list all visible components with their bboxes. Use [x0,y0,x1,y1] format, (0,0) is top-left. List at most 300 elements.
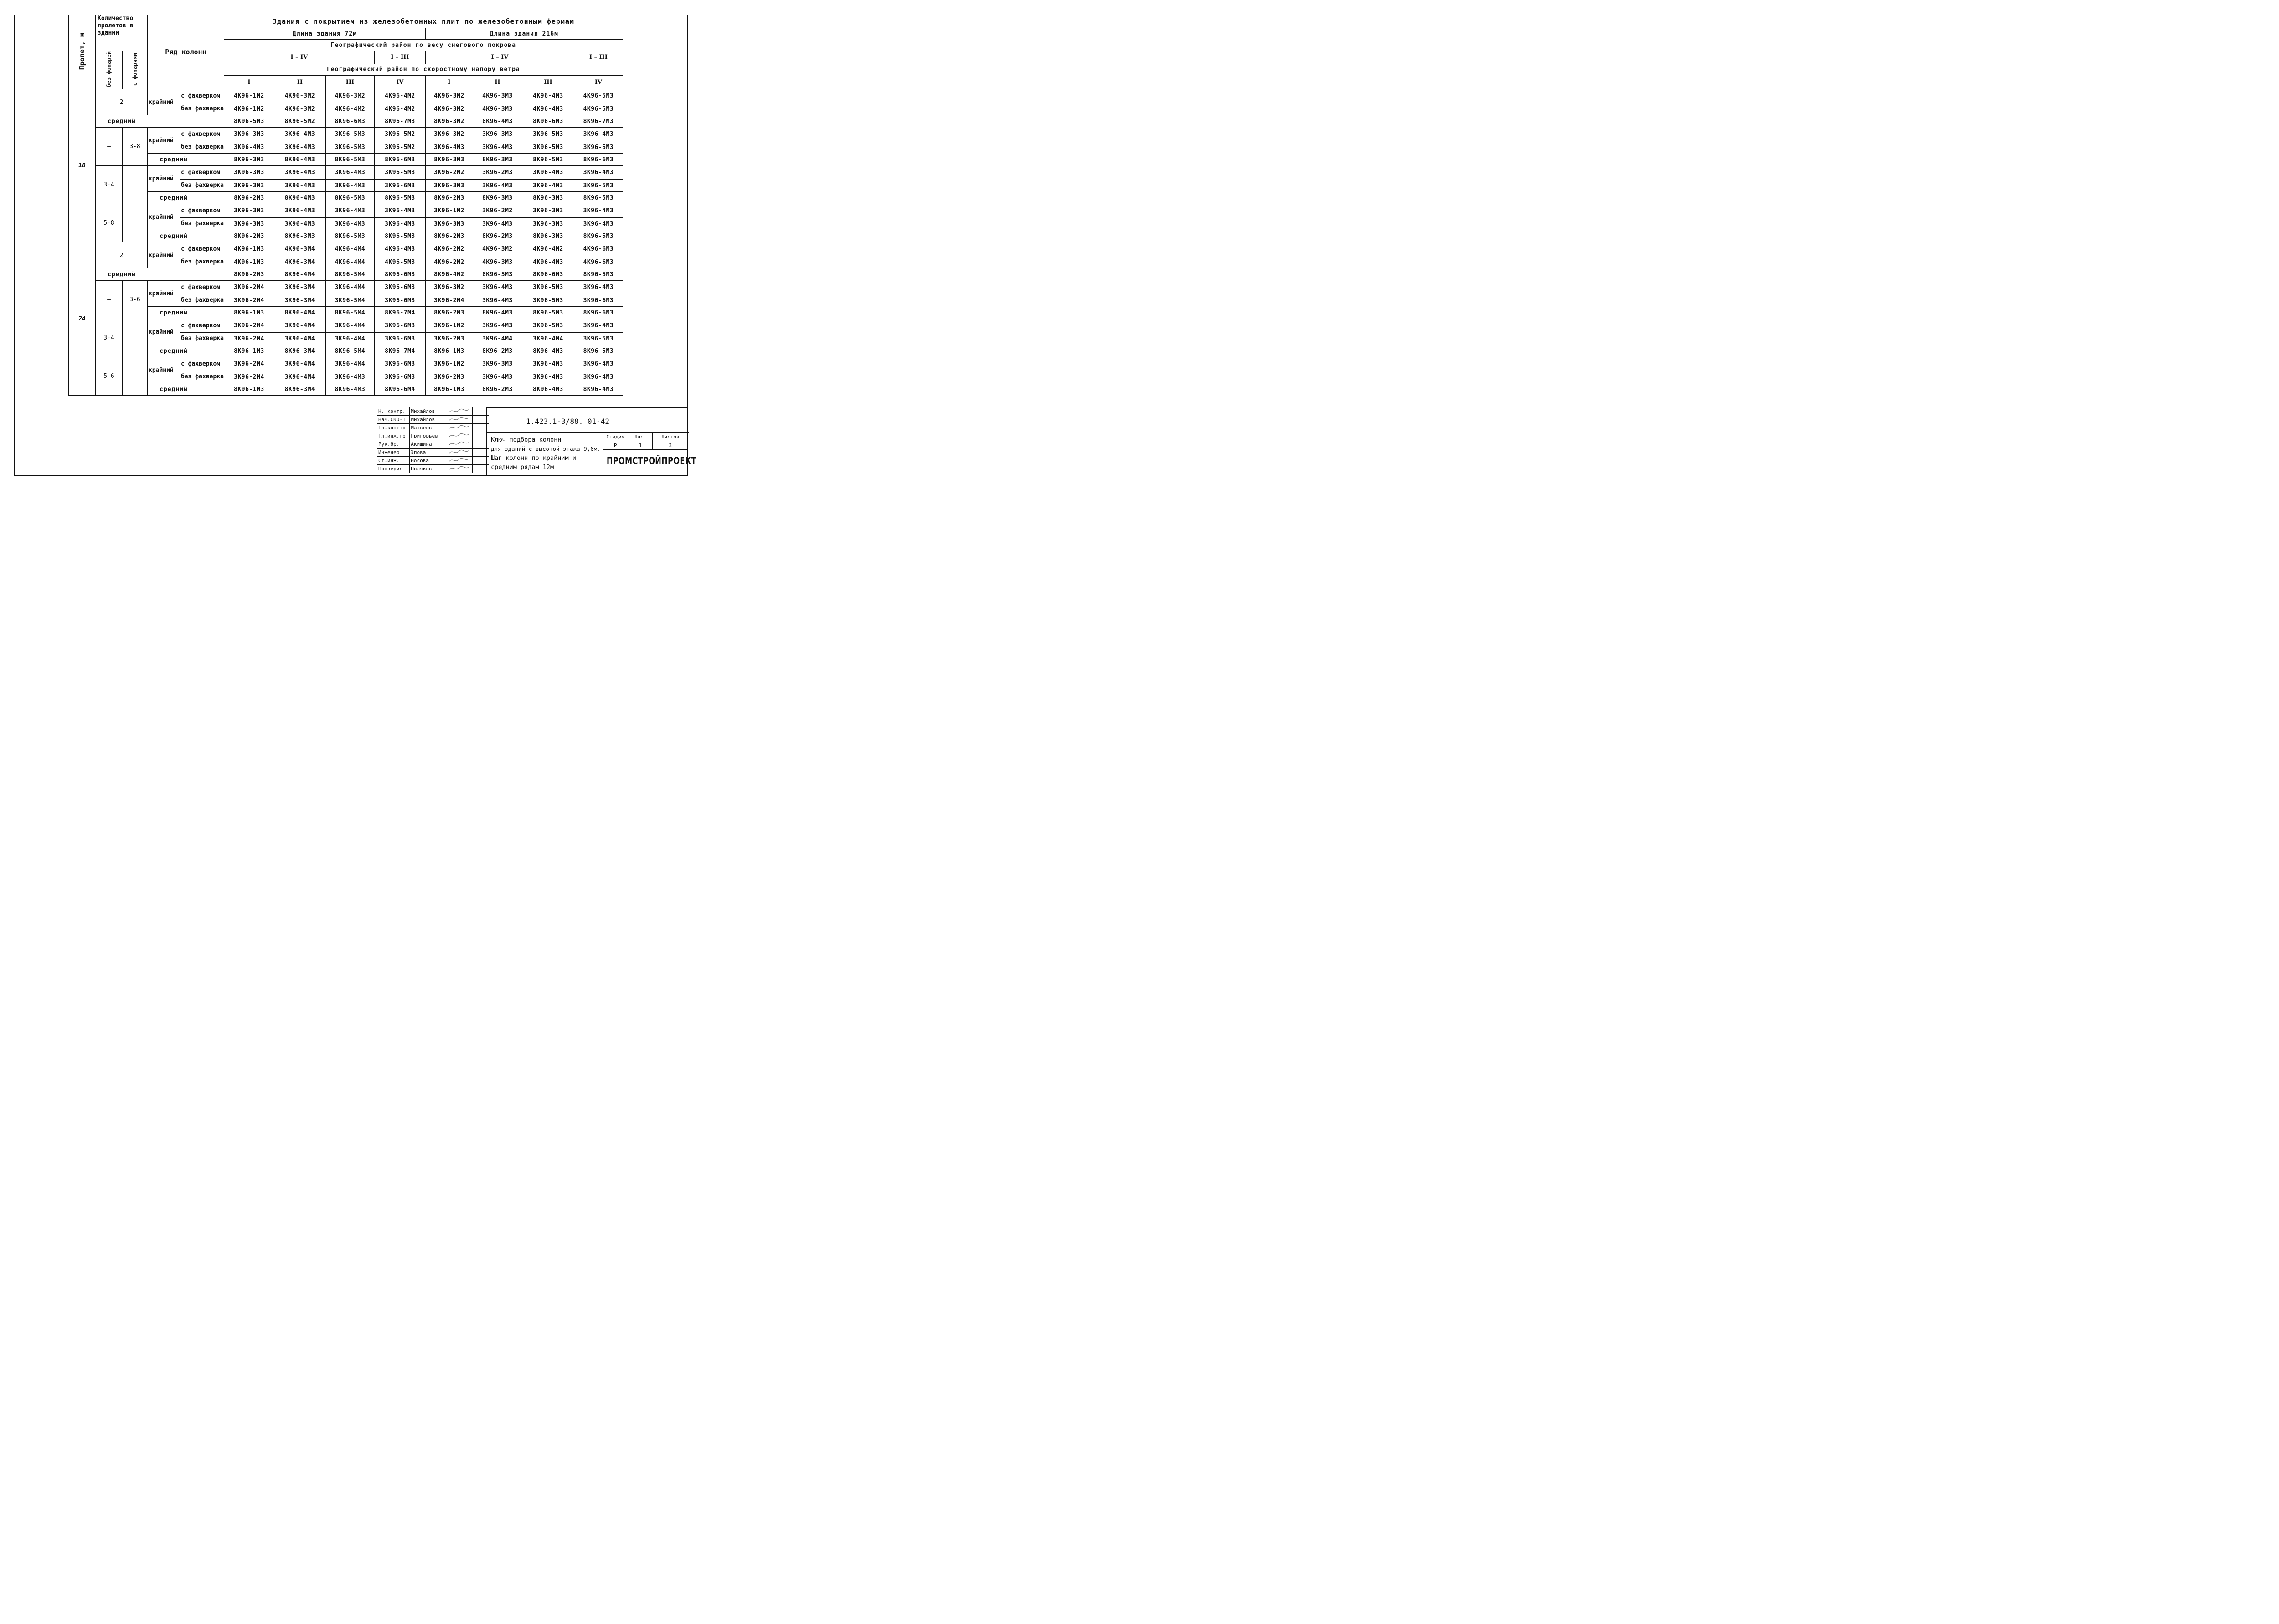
table-row [69,345,623,357]
column-mark-cell: 8К96-6М3 [374,268,425,281]
stamp-row [377,457,489,465]
wind-col-1: I [224,75,274,89]
column-mark-cell: 3К96-5М3 [574,180,623,192]
column-mark-cell: 8К96-6М3 [325,115,374,128]
column-mark-cell: 3К96-4М3 [574,371,623,383]
column-mark-cell: 8К96-2М3 [425,307,473,319]
column-mark-cell: 8К96-5М3 [325,192,374,204]
column-mark-cell: 3К96-4М4 [325,357,374,371]
column-mark-cell: 8К96-3М3 [224,154,274,166]
without-frame-label: без фахверка [180,371,224,383]
column-mark-cell: 3К96-4М3 [325,218,374,230]
stage-sheet-table [603,432,688,450]
column-mark-cell: 3К96-6М3 [374,294,425,307]
column-mark-cell: 3К96-4М3 [574,357,623,371]
column-mark-cell: 8К96-1М3 [224,345,274,357]
row-type-middle: средний [148,154,224,166]
with-frame-label: с фахверком [180,357,224,371]
column-mark-cell: 4К96-2М2 [425,242,473,256]
row-type-outer: крайний [148,357,180,383]
column-mark-cell: 4К96-4М2 [522,242,574,256]
column-mark-cell: 4К96-4М4 [325,242,374,256]
column-mark-cell: 8К96-4М2 [425,268,473,281]
column-mark-cell: 4К96-1М2 [224,89,274,103]
row-type-middle: средний [96,115,224,128]
column-mark-cell: 3К96-2М4 [224,281,274,294]
sheet-value: 1 [628,441,653,450]
column-mark-cell: 8К96-3М2 [425,115,473,128]
column-mark-cell: 8К96-4М3 [522,383,574,396]
row-type-middle: средний [148,383,224,396]
row-type-outer: крайний [148,281,180,307]
column-mark-cell: 8К96-7М3 [374,115,425,128]
column-mark-cell: 8К96-2М3 [473,230,522,242]
count-header: Количество пролетов в здании [96,15,148,51]
wind-col-8: IV [574,75,623,89]
without-frame-label: без фахверка [180,141,224,154]
signature [447,457,473,465]
column-mark-cell: 3К96-4М3 [274,218,325,230]
column-mark-cell: 3К96-4М3 [522,180,574,192]
row-type-middle: средний [148,230,224,242]
column-mark-cell: 4К96-5М3 [574,103,623,115]
column-mark-cell: 8К96-4М3 [574,383,623,396]
stamp-role: Гл.инж.пр. [377,432,410,440]
signature [447,407,473,416]
column-mark-cell: 3К96-6М3 [374,333,425,345]
length-216: Длина здания 216м [425,28,623,40]
table-row [69,268,623,281]
column-mark-cell: 3К96-3М3 [224,128,274,141]
description-line: Шаг колонн по крайним и [491,454,576,462]
column-mark-cell: 3К96-4М4 [325,281,374,294]
stamp-role: Рук.бр. [377,440,410,449]
column-mark-cell: 8К96-3М3 [473,154,522,166]
description-line: Ключ подбора колонн [491,436,562,443]
column-mark-cell: 3К96-2М4 [425,294,473,307]
column-mark-cell: 3К96-4М3 [224,141,274,154]
table-row [69,115,623,128]
column-mark-cell: 8К96-5М3 [374,192,425,204]
stamp-row [377,449,489,457]
column-mark-cell: 3К96-2М3 [425,333,473,345]
column-mark-cell: 8К96-4М3 [274,192,325,204]
with-frame-label: с фахверком [180,128,224,141]
stamp-name: Матвеев [410,424,447,432]
column-mark-cell: 3К96-6М3 [374,281,425,294]
column-mark-cell: 3К96-4М3 [473,319,522,333]
column-mark-cell: 3К96-5М3 [522,141,574,154]
column-mark-cell: 4К96-4М3 [374,242,425,256]
column-mark-cell: 3К96-4М3 [522,357,574,371]
without-frame-label: без фахверка [180,294,224,307]
sheets-value: 3 [653,441,688,450]
column-mark-cell: 3К96-3М3 [522,204,574,218]
row-type-middle: средний [148,307,224,319]
snow-group-2: I – III [374,51,425,64]
column-mark-cell: 4К96-4М3 [522,89,574,103]
stamp-name: Михайлов [410,407,447,416]
column-mark-cell: 8К96-6М3 [574,307,623,319]
column-mark-cell: 4К96-6М3 [574,256,623,268]
column-mark-cell: 8К96-2М3 [473,345,522,357]
column-mark-cell: 4К96-3М2 [325,89,374,103]
column-mark-cell: 3К96-1М2 [425,204,473,218]
column-mark-cell: 8К96-2М3 [224,268,274,281]
table-row [69,166,623,180]
column-mark-cell: 3К96-4М3 [473,141,522,154]
column-mark-cell: 8К96-3М4 [274,345,325,357]
count-no-lanterns: 3-4 [96,319,123,357]
column-mark-cell: 8К96-5М3 [574,230,623,242]
column-mark-cell: 4К96-3М2 [274,103,325,115]
stamp-row [377,465,489,473]
column-mark-cell: 3К96-4М4 [325,319,374,333]
count-no-lanterns: 5-6 [96,357,123,396]
column-mark-cell: 8К96-1М3 [425,345,473,357]
column-mark-cell: 3К96-5М3 [574,333,623,345]
column-mark-cell: 3К96-2М3 [425,371,473,383]
with-frame-label: с фахверком [180,166,224,180]
column-mark-cell: 4К96-3М3 [473,103,522,115]
without-frame-label: без фахверка [180,218,224,230]
wind-col-3: III [325,75,374,89]
without-frame-label: без фахверка [180,103,224,115]
column-mark-cell: 3К96-4М3 [574,218,623,230]
column-mark-cell: 4К96-3М4 [274,256,325,268]
count-lanterns: — [123,357,148,396]
column-mark-cell: 4К96-4М3 [522,103,574,115]
column-mark-cell: 3К96-5М3 [574,141,623,154]
column-mark-cell: 3К96-3М2 [425,128,473,141]
column-mark-cell: 8К96-5М3 [574,192,623,204]
column-mark-cell: 3К96-3М3 [224,180,274,192]
stamp-role: Инженер [377,449,410,457]
row-type-outer: крайний [148,242,180,268]
column-mark-cell: 3К96-4М3 [274,128,325,141]
stamp-row [377,432,489,440]
column-mark-cell: 8К96-6М4 [374,383,425,396]
lanterns-header: с фонарями [123,51,148,89]
column-mark-cell: 8К96-5М3 [522,307,574,319]
stamp-role: Ст.инж. [377,457,410,465]
document-number: 1.423.1-3/88. 01-42 [526,417,610,426]
column-mark-cell: 3К96-4М3 [473,371,522,383]
column-mark-cell: 4К96-2М2 [425,256,473,268]
count-lanterns: 3-6 [123,281,148,319]
column-mark-cell: 8К96-5М3 [522,154,574,166]
column-mark-cell: 3К96-4М3 [574,128,623,141]
column-mark-cell: 3К96-4М4 [274,371,325,383]
sheet-description [491,435,605,472]
column-mark-cell: 3К96-4М3 [325,166,374,180]
column-mark-cell: 3К96-6М3 [374,371,425,383]
column-mark-cell: 8К96-2М3 [473,383,522,396]
column-mark-cell: 8К96-7М4 [374,307,425,319]
column-mark-cell: 4К96-4М3 [522,256,574,268]
stamp-name: Григорьев [410,432,447,440]
with-frame-label: с фахверком [180,204,224,218]
column-mark-cell: 3К96-3М3 [425,180,473,192]
column-mark-cell: 4К96-3М2 [473,242,522,256]
column-mark-cell: 3К96-5М3 [374,166,425,180]
column-mark-cell: 4К96-3М4 [274,242,325,256]
with-frame-label: с фахверком [180,319,224,333]
span-value: 18 [69,89,96,242]
column-mark-cell: 3К96-2М4 [224,371,274,383]
length-72: Длина здания 72м [224,28,425,40]
column-mark-cell: 3К96-4М4 [325,333,374,345]
wind-region-header: Географический район по скоростному напору ветра [224,64,623,75]
column-mark-cell: 8К96-5М3 [574,345,623,357]
column-mark-cell: 4К96-1М3 [224,242,274,256]
column-mark-cell: 4К96-3М2 [425,103,473,115]
column-mark-cell: 8К96-2М3 [224,192,274,204]
column-mark-cell: 3К96-2М2 [425,166,473,180]
signature [447,424,473,432]
row-type-outer: крайний [148,89,180,115]
column-mark-cell: 3К96-5М3 [522,281,574,294]
snow-region-header: Географический район по весу снегового покрова [224,40,623,51]
column-mark-cell: 8К96-3М4 [274,383,325,396]
stamp-row [377,416,489,424]
table-row [69,319,623,333]
column-mark-cell: 3К96-4М3 [425,141,473,154]
column-mark-cell: 8К96-7М4 [374,345,425,357]
column-mark-cell: 3К96-6М3 [374,180,425,192]
table-row [69,357,623,371]
count-lanterns: — [123,204,148,242]
no-lanterns-header: без фонарей [96,51,123,89]
span-header: Пролет, м [69,15,96,89]
column-mark-cell: 3К96-5М3 [325,128,374,141]
with-frame-label: с фахверком [180,242,224,256]
table-row [69,128,623,141]
column-mark-cell: 8К96-5М4 [325,307,374,319]
row-type-outer: крайний [148,128,180,154]
column-mark-cell: 3К96-3М3 [522,218,574,230]
without-frame-label: без фахверка [180,256,224,268]
column-mark-cell: 3К96-3М3 [224,204,274,218]
column-mark-cell: 4К96-6М3 [574,242,623,256]
column-mark-cell: 4К96-5М3 [374,256,425,268]
column-mark-cell: 4К96-3М2 [425,89,473,103]
column-mark-cell: 8К96-2М3 [224,230,274,242]
count-no-lanterns: 5-8 [96,204,123,242]
stage-label: Стадия [603,433,628,441]
column-mark-cell: 8К96-3М3 [473,192,522,204]
sheet-label: Лист [628,433,653,441]
wind-col-6: II [473,75,522,89]
column-mark-cell: 8К96-1М3 [224,383,274,396]
column-mark-cell: 3К96-4М4 [274,319,325,333]
main-title: Здания с покрытием из железобетонных плит по железобетонным фермам [224,15,623,28]
column-mark-cell: 8К96-5М3 [224,115,274,128]
column-mark-cell: 3К96-1М2 [425,319,473,333]
stamp-name: Носова [410,457,447,465]
column-mark-cell: 8К96-5М4 [325,345,374,357]
column-mark-cell: 8К96-5М4 [325,268,374,281]
wind-col-5: I [425,75,473,89]
signature [447,440,473,449]
column-mark-cell: 3К96-4М4 [274,357,325,371]
column-mark-cell: 8К96-4М3 [325,383,374,396]
column-mark-cell: 8К96-6М3 [522,268,574,281]
column-mark-cell: 3К96-6М3 [574,294,623,307]
column-mark-cell: 8К96-4М3 [473,307,522,319]
column-mark-cell: 8К96-7М3 [574,115,623,128]
column-mark-cell: 4К96-1М2 [224,103,274,115]
stamp-role: Гл.констр [377,424,410,432]
wind-col-4: IV [374,75,425,89]
column-mark-cell: 8К96-5М3 [473,268,522,281]
column-mark-cell: 3К96-4М3 [574,204,623,218]
column-mark-cell: 3К96-4М3 [325,204,374,218]
column-mark-cell: 4К96-1М3 [224,256,274,268]
column-mark-cell: 3К96-4М3 [574,319,623,333]
column-mark-cell: 3К96-5М3 [522,128,574,141]
title-block [486,407,696,476]
table-row [69,242,623,256]
column-mark-cell: 3К96-4М4 [274,333,325,345]
stamp-name: Эпова [410,449,447,457]
column-mark-cell: 8К96-6М3 [574,154,623,166]
row-header: Ряд колонн [148,15,224,89]
column-mark-cell: 8К96-5М3 [325,154,374,166]
column-mark-cell: 8К96-3М3 [425,154,473,166]
column-mark-cell: 4К96-4М2 [374,103,425,115]
column-mark-cell: 3К96-4М3 [574,166,623,180]
organization-name: ПРОМСТРОЙПРОЕКТ [607,455,696,466]
table-row [69,192,623,204]
signature [447,465,473,473]
table-row [69,281,623,294]
column-mark-cell: 8К96-6М3 [374,154,425,166]
stamp-role: Проверил [377,465,410,473]
column-mark-cell: 8К96-2М3 [425,192,473,204]
column-mark-cell: 3К96-4М3 [274,180,325,192]
column-mark-cell: 3К96-5М2 [374,128,425,141]
column-mark-cell: 3К96-4М3 [473,281,522,294]
column-mark-cell: 3К96-5М4 [325,294,374,307]
column-mark-cell: 3К96-2М3 [473,166,522,180]
description-line: средним рядам 12м [491,464,554,471]
with-frame-label: с фахверком [180,89,224,103]
column-mark-cell: 8К96-5М3 [374,230,425,242]
stamp-name: Поляков [410,465,447,473]
column-mark-cell: 3К96-4М3 [274,204,325,218]
table-row [69,89,623,103]
stamp-row [377,424,489,432]
column-mark-cell: 3К96-4М3 [522,166,574,180]
row-type-middle: средний [148,345,224,357]
column-mark-cell: 3К96-3М2 [425,281,473,294]
column-mark-cell: 3К96-4М4 [473,333,522,345]
stamp-name: Михайлов [410,416,447,424]
column-mark-cell: 8К96-1М3 [224,307,274,319]
column-mark-cell: 8К96-3М3 [274,230,325,242]
column-mark-cell: 4К96-3М3 [473,89,522,103]
column-mark-cell: 8К96-6М3 [522,115,574,128]
column-selection-table [68,15,623,396]
column-mark-cell: 4К96-3М3 [473,256,522,268]
column-mark-cell: 4К96-3М2 [274,89,325,103]
table-row [69,230,623,242]
column-mark-cell: 3К96-3М4 [274,281,325,294]
column-mark-cell: 3К96-6М3 [374,357,425,371]
column-mark-cell: 8К96-3М3 [522,192,574,204]
row-type-outer: крайний [148,166,180,192]
stage-value: Р [603,441,628,450]
column-mark-cell: 3К96-3М3 [473,357,522,371]
column-mark-cell: 3К96-2М2 [473,204,522,218]
column-mark-cell: 3К96-2М4 [224,357,274,371]
row-type-middle: средний [96,268,224,281]
column-mark-cell: 8К96-4М3 [274,154,325,166]
snow-group-1: I – IV [224,51,374,64]
table-row [69,307,623,319]
column-mark-cell: 8К96-4М3 [522,345,574,357]
column-mark-cell: 8К96-1М3 [425,383,473,396]
column-mark-cell: 3К96-1М2 [425,357,473,371]
count-no-lanterns: — [96,128,123,166]
column-mark-cell: 3К96-4М3 [325,371,374,383]
column-mark-cell: 3К96-4М3 [325,180,374,192]
column-mark-cell: 4К96-4М2 [374,89,425,103]
column-mark-cell: 3К96-5М3 [522,294,574,307]
count-lanterns: 3-8 [123,128,148,166]
signature [447,449,473,457]
column-mark-cell: 8К96-3М3 [522,230,574,242]
signature [447,416,473,424]
column-mark-cell: 3К96-4М4 [522,333,574,345]
column-mark-cell: 3К96-5М3 [522,319,574,333]
column-mark-cell: 8К96-5М3 [325,230,374,242]
stamp-row [377,440,489,449]
column-mark-cell: 4К96-5М3 [574,89,623,103]
column-mark-cell: 8К96-4М3 [473,115,522,128]
column-mark-cell: 3К96-2М4 [224,294,274,307]
row-type-middle: средний [148,192,224,204]
column-mark-cell: 3К96-4М3 [274,166,325,180]
row-type-outer: крайний [148,204,180,230]
column-mark-cell: 3К96-5М3 [325,141,374,154]
snow-group-3: I – IV [425,51,574,64]
column-mark-cell: 3К96-6М3 [374,319,425,333]
column-mark-cell: 8К96-5М3 [574,268,623,281]
row-type-outer: крайний [148,319,180,345]
span-count: 2 [96,89,148,115]
without-frame-label: без фахверка [180,333,224,345]
column-mark-cell: 3К96-4М3 [473,180,522,192]
column-mark-cell: 3К96-2М4 [224,333,274,345]
count-lanterns: — [123,319,148,357]
count-lanterns: — [123,166,148,204]
count-no-lanterns: 3-4 [96,166,123,204]
snow-group-4: I – III [574,51,623,64]
sheets-label: Листов [653,433,688,441]
stamp-row [377,407,489,416]
signature-stamp [377,407,489,473]
description-line: для зданий с высотой этажа 9,6м. [491,445,601,452]
column-mark-cell: 8К96-4М4 [274,307,325,319]
column-mark-cell: 3К96-5М2 [374,141,425,154]
column-mark-cell: 4К96-4М4 [325,256,374,268]
wind-col-7: III [522,75,574,89]
column-mark-cell: 3К96-4М3 [374,218,425,230]
stamp-name: Акишина [410,440,447,449]
column-mark-cell: 3К96-3М3 [224,166,274,180]
